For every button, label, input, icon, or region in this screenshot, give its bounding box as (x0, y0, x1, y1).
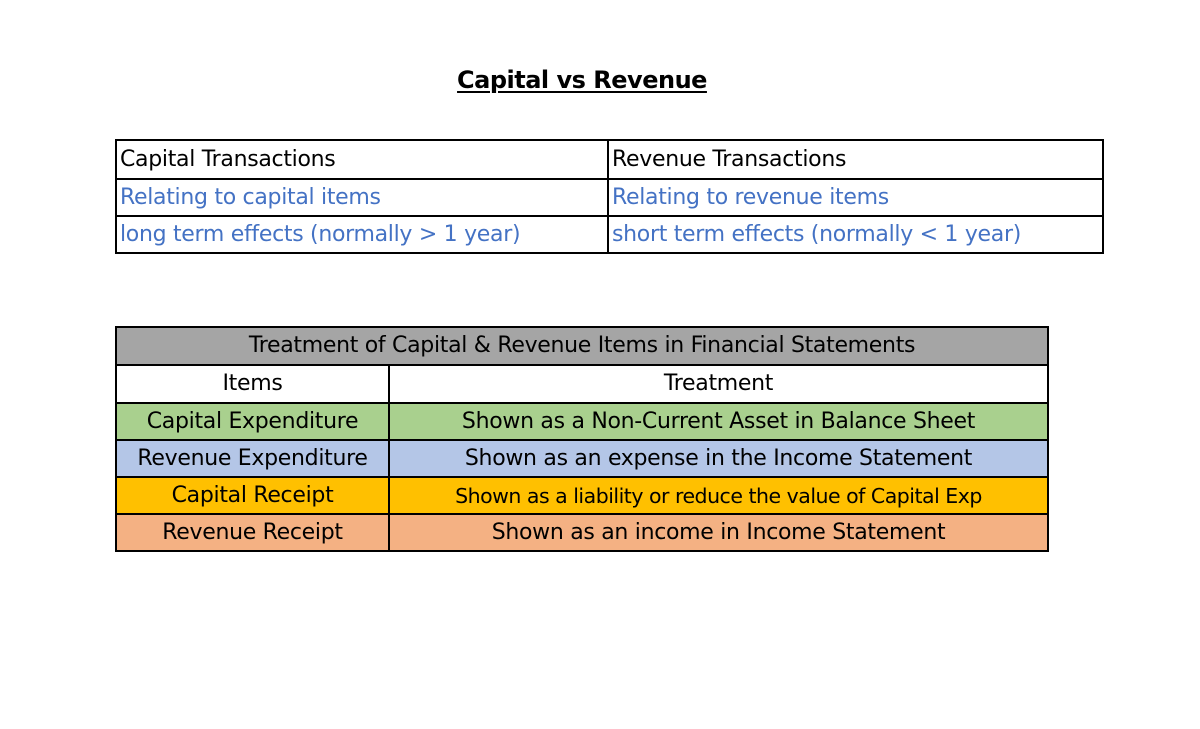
header-revenue-transactions: Revenue Transactions (608, 140, 1103, 179)
item-cell: Revenue Receipt (116, 514, 389, 551)
table-row (116, 403, 1048, 440)
table-cell: long term effects (normally > 1 year) (116, 216, 608, 253)
treatment-cell: Shown as a liability or reduce the value of Capital Exp (389, 477, 1048, 514)
table-cell: Relating to capital items (116, 179, 608, 216)
treatment-table-title-row (116, 327, 1048, 365)
table-row (116, 477, 1048, 514)
page-title: Capital vs Revenue (457, 66, 707, 94)
header-capital-transactions: Capital Transactions (116, 140, 608, 179)
treatment-cell: Shown as an income in Income Statement (389, 514, 1048, 551)
treatment-table-title: Treatment of Capital & Revenue Items in Financial Statements (116, 327, 1048, 365)
item-cell: Capital Receipt (116, 477, 389, 514)
item-cell: Revenue Expenditure (116, 440, 389, 477)
treatment-cell: Shown as an expense in the Income Statement (389, 440, 1048, 477)
table-row (116, 179, 1103, 216)
table-header-row (116, 140, 1103, 179)
item-cell: Capital Expenditure (116, 403, 389, 440)
header-treatment: Treatment (389, 365, 1048, 403)
transactions-table (115, 139, 1104, 254)
treatment-cell: Shown as a Non-Current Asset in Balance Sheet (389, 403, 1048, 440)
table-row (116, 440, 1048, 477)
table-header-row (116, 365, 1048, 403)
header-items: Items (116, 365, 389, 403)
treatment-table (115, 326, 1049, 552)
table-cell: Relating to revenue items (608, 179, 1103, 216)
table-row (116, 216, 1103, 253)
table-cell: short term effects (normally < 1 year) (608, 216, 1103, 253)
table-row (116, 514, 1048, 551)
